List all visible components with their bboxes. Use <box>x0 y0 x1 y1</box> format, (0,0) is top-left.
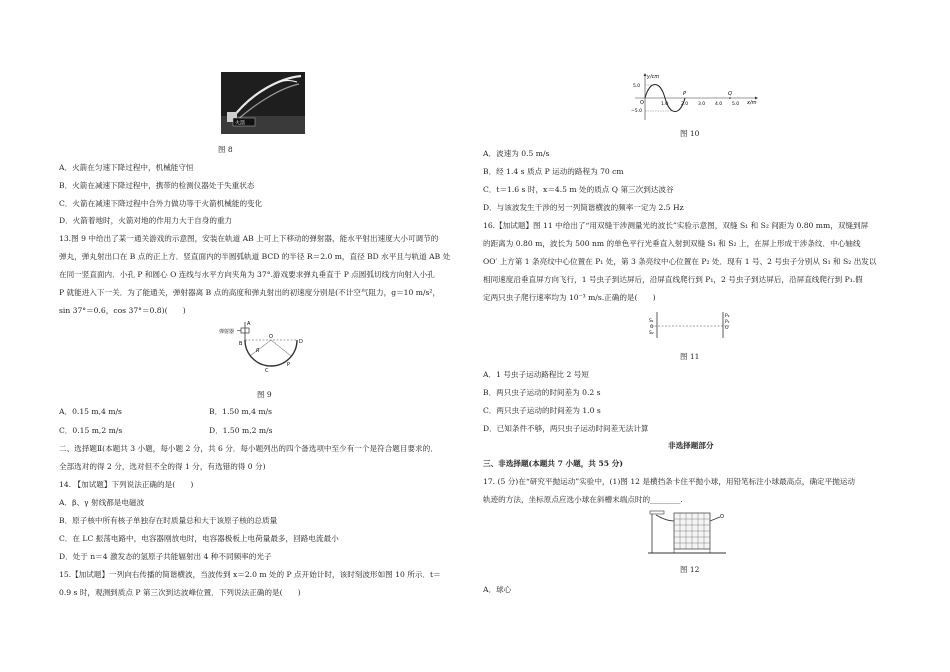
q14-option-a: A．β、γ 射线都是电磁波 <box>59 498 145 507</box>
q15-line-1: 15.【加试题】一列向右传播的简谐横波，当波传到 x＝2.0 m 处的 P 点开始计时，该时刻波形如图 10 所示．t＝ <box>59 570 441 579</box>
q12-option-b: B．火箭在减速下降过程中，携带的检测仪器处于失重状态 <box>59 181 255 190</box>
q12-option-a: A．火箭在匀速下降过程中，机械能守恒 <box>59 163 194 172</box>
figure-10-tick-3: 3.0 <box>698 102 706 107</box>
figure-9-label-a: A <box>247 321 251 327</box>
q16-line-3: OO′ 上方第 1 条亮纹中心位置在 P₁ 处，第 3 条亮纹中心位置在 P₂ 处．现有 1 号、2 号虫子分别从 S₁ 和 S₂ 出发以 <box>483 257 877 266</box>
figure-11-label-p2: P₂ <box>725 314 730 319</box>
section-3-heading: 三、非选择题(本题共 7 小题，共 55 分) <box>483 459 623 468</box>
section-2-line-2: 全部选对的得 2 分，选对但不全的得 1 分，有选错的得 0 分) <box>59 462 266 471</box>
figure-9-label-o: O <box>269 334 273 340</box>
figure-9-label-b: B <box>239 341 243 347</box>
figure-10-y-label: y/cm <box>647 74 660 80</box>
figure-11-label-o: O <box>650 325 654 330</box>
q14-option-d: D．处于 n＝4 激发态的氢原子共能辐射出 4 种不同频率的光子 <box>59 552 272 561</box>
q13-option-d: D．1.50 m,2 m/s <box>209 426 273 435</box>
figure-10-point-p: P <box>683 91 687 97</box>
figure-11-label-s2: S₂ <box>649 331 654 336</box>
figure-12-caption: 图 12 <box>680 565 700 574</box>
figure-8-caption: 图 8 <box>218 145 233 154</box>
q15-option-c: C．t＝1.6 s 时，x＝4.5 m 处的质点 Q 第三次到达波谷 <box>483 185 674 194</box>
q13-option-a: A．0.15 m,4 m/s <box>59 407 122 416</box>
q14-title: 14. 【加试题】下列说法正确的是( ) <box>59 480 194 489</box>
section-2-line-1: 二、选择题Ⅱ(本题共 3 小题，每小题 2 分，共 6 分．每小题列出的四个备选项中至少有一个是符合题目要求的． <box>59 444 438 453</box>
q12-option-c: C．火箭在减速下降过程中合外力做功等于火箭机械能的变化 <box>59 199 263 208</box>
figure-10-y-min: −5.0 <box>631 109 642 114</box>
q13-option-b: B．1.50 m,4 m/s <box>209 407 273 416</box>
q17-line-2: 轨迹的方法，坐标原点应选小球在斜槽末端点时的________. <box>483 495 683 504</box>
q15-option-b: B．经 1.4 s 质点 P 运动的路程为 70 cm <box>483 167 624 176</box>
figure-10-tick-1: 1.0 <box>661 102 669 107</box>
q16-option-a: A．1 号虫子运动路程比 2 号短 <box>483 370 589 379</box>
figure-9-caption: 图 9 <box>257 390 272 399</box>
q13-line-4: P 就能进入下一关．为了能通关，弹射器离 B 点的高度和弹丸射出的初速度分别是(不计空气阻力，g＝10 m/s²， <box>59 288 441 297</box>
q13-line-1: 13.图 9 中给出了某一通关游戏的示意图，安装在轨道 AB 上可上下移动的弹射器，能水平射出速度大小可调节的 <box>59 234 439 243</box>
q17-option-a: A．球心 <box>483 585 512 594</box>
figure-8-photo <box>221 72 305 134</box>
q16-line-4: 相同速度沿垂直屏方向飞行，1 号虫子到达屏后，沿屏直线爬行到 P₁，2 号虫子到达屏后，沿屏直线爬行到 P₁.假 <box>483 275 863 284</box>
q12-option-d: D．火箭着地时，火箭对地的作用力大于自身的重力 <box>59 216 233 225</box>
figure-10-caption: 图 10 <box>680 129 700 138</box>
figure-8-label: 火箭 <box>235 120 246 127</box>
figure-9-label-d: D <box>299 339 303 345</box>
q16-line-1: 16.【加试题】图 11 中给出了“用双缝干涉测量光的波长”实验示意图，双缝 S₁ 和 S₂ 间距为 0.80 mm，双缝到屏 <box>483 221 869 230</box>
figure-10-x-label: x/m <box>747 100 757 106</box>
non-choice-heading: 非选择题部分 <box>668 441 714 450</box>
q15-line-2: 0.9 s 时，观测到质点 P 第三次到达波峰位置．下列说法正确的是( ) <box>59 588 301 597</box>
q15-option-d: D．与该波发生干涉的另一列简谐横波的频率一定为 2.5 Hz <box>483 203 684 212</box>
q16-line-5: 定两只虫子爬行速率均为 10⁻³ m/s.正确的是( ) <box>483 293 656 302</box>
figure-10-tick-4: 4.0 <box>715 102 723 107</box>
q17-line-1: 17. (5 分)在“研究平抛运动”实验中，(1)图 12 是横挡条卡住平抛小球，用铅笔标注小球最高点，确定平抛运动 <box>483 477 856 486</box>
figure-10-y-max: 5.0 <box>633 84 641 89</box>
q16-line-2: 的距离为 0.80 m，波长为 500 nm 的单色平行光垂直入射到双缝 S₁ 和 S₂ 上，在屏上形成干涉条纹．中心轴线 <box>483 239 861 248</box>
figure-10-tick-5: 5.0 <box>732 102 740 107</box>
q14-option-b: B．原子核中所有核子单独存在时质量总和大于该原子核的总质量 <box>59 516 278 525</box>
figure-12-apparatus <box>648 507 728 557</box>
figure-11-caption: 图 11 <box>680 352 700 361</box>
figure-9-label-r: R <box>256 348 260 354</box>
figure-11-label-s1: S₁ <box>649 319 654 324</box>
q14-option-c: C．在 LC 振荡电路中，电容器刚放电时，电容器极板上电荷量最多，回路电流最小 <box>59 534 339 543</box>
figure-9-diagram <box>219 318 319 380</box>
figure-9-label-p: P <box>287 362 291 368</box>
figure-9-label-c: C <box>265 368 269 374</box>
q15-option-a: A．波速为 0.5 m/s <box>483 149 550 158</box>
q16-option-d: D．已知条件不够，两只虫子运动时间差无法计算 <box>483 424 649 433</box>
figure-10-wave-graph <box>631 72 761 122</box>
figure-11-label-o-prime: O′ <box>725 326 730 331</box>
figure-9-launcher-label: 弹射器 <box>219 329 235 335</box>
figure-10-origin: O <box>640 100 644 106</box>
q13-line-3: 在同一竖直面内．小孔 P 和圆心 O 连线与水平方向夹角为 37°.游戏要求弹丸垂直于 P 点圆弧切线方向射入小孔 <box>59 270 435 279</box>
figure-11-double-slit <box>645 310 745 340</box>
q16-option-c: C．两只虫子运动的时间差为 1.0 s <box>483 406 601 415</box>
q16-option-b: B．两只虫子运动的时间差为 0.2 s <box>483 388 601 397</box>
figure-10-tick-2: 2.0 <box>681 102 689 107</box>
q13-option-c: C．0.15 m,2 m/s <box>59 426 123 435</box>
figure-10-point-q: Q <box>728 91 732 97</box>
q13-line-5: sin 37°＝0.6，cos 37°＝0.8)( ) <box>59 306 186 315</box>
q13-line-2: 弹丸，弹丸射出口在 B 点的正上方．竖直面内的半圆弧轨道 BCD 的半径 R＝2.0 m，直径 BD 水平且与轨道 AB 处 <box>59 252 451 261</box>
figure-11-label-p1: P₁ <box>725 320 730 325</box>
